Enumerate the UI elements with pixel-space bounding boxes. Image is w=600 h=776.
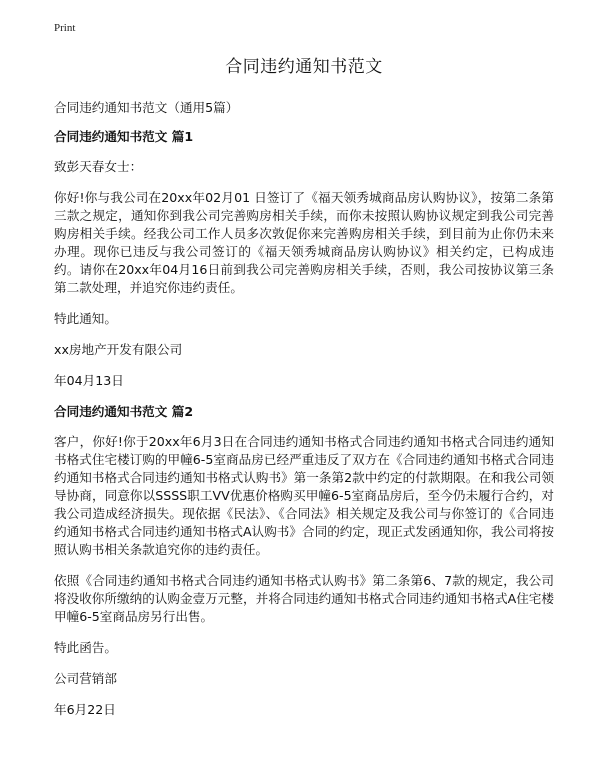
section-heading: 合同违约通知书范文 篇1	[54, 129, 194, 144]
body-paragraph-2: 依照《合同违约通知书格式合同违约通知书格式认购书》第二条第6、7款的规定，我公司将没收你所缴纳的认购金壹万元整，并将合同违约通知书格式合同违约通知书格式A住宅楼甲幢6-5室商品房另行出售。	[54, 573, 554, 624]
notice-line: 特此通知。	[54, 311, 117, 326]
document-title: 合同违约通知书范文	[225, 57, 383, 77]
notice-line: 特此函告。	[54, 640, 117, 655]
document-subtitle: 合同违约通知书范文（通用5篇）	[54, 100, 239, 115]
company-name: 公司营销部	[54, 671, 117, 686]
greeting: 致彭天春女士：	[54, 159, 143, 174]
print-label: Print	[54, 22, 76, 34]
date-line: 年6月22日	[54, 702, 116, 717]
body-paragraph: 客户，你好!你于20xx年6月3日在合同违约通知书格式合同违约通知书格式合同违约通知书格式住宅楼订购的甲幢6-5室商品房已经严重违反了双方在《合同违约通知书格式合同违约通知书格式合同违约通知书格式认购书》第一条第2款中约定的付款期限。在和我公司领导协商，同意你以SSSS职工VV优惠价格购买甲幢6-5室商品房后，至今仍未履行合约，对我公司造成经济损失。现依据《民法》、《合同法》相关规定及我公司与你签订的《合同违约通知书格式合同违约通知书格式A认购书》合同的约定，现正式发函通知你，我公司将按照认购书相关条款追究你的违约责任。	[54, 434, 554, 557]
section-heading: 合同违约通知书范文 篇2	[54, 404, 194, 419]
document-page	[54, 52, 554, 732]
body-paragraph: 你好!你与我公司在20xx年02月01 日签订了《福天领秀城商品房认购协议》，按第二条第三款之规定，通知你到我公司完善购房相关手续，而你未按照认购协议规定到我公司完善购房相关手续。经我公司工作人员多次敦促你来完善购房相关手续，到目前为止你仍未来办理。现你已违反与我公司签订的《福天领秀城商品房认购协议》相关约定，已构成违约。请你在20xx年04月16日前到我公司完善购房相关手续，否则，我公司按协议第三条第二款处理，并追究你违约责任。	[54, 190, 554, 295]
section-1	[54, 128, 554, 390]
section-2	[54, 403, 554, 719]
company-name: xx房地产开发有限公司	[54, 342, 183, 357]
date-line: 年04月13日	[54, 373, 124, 388]
